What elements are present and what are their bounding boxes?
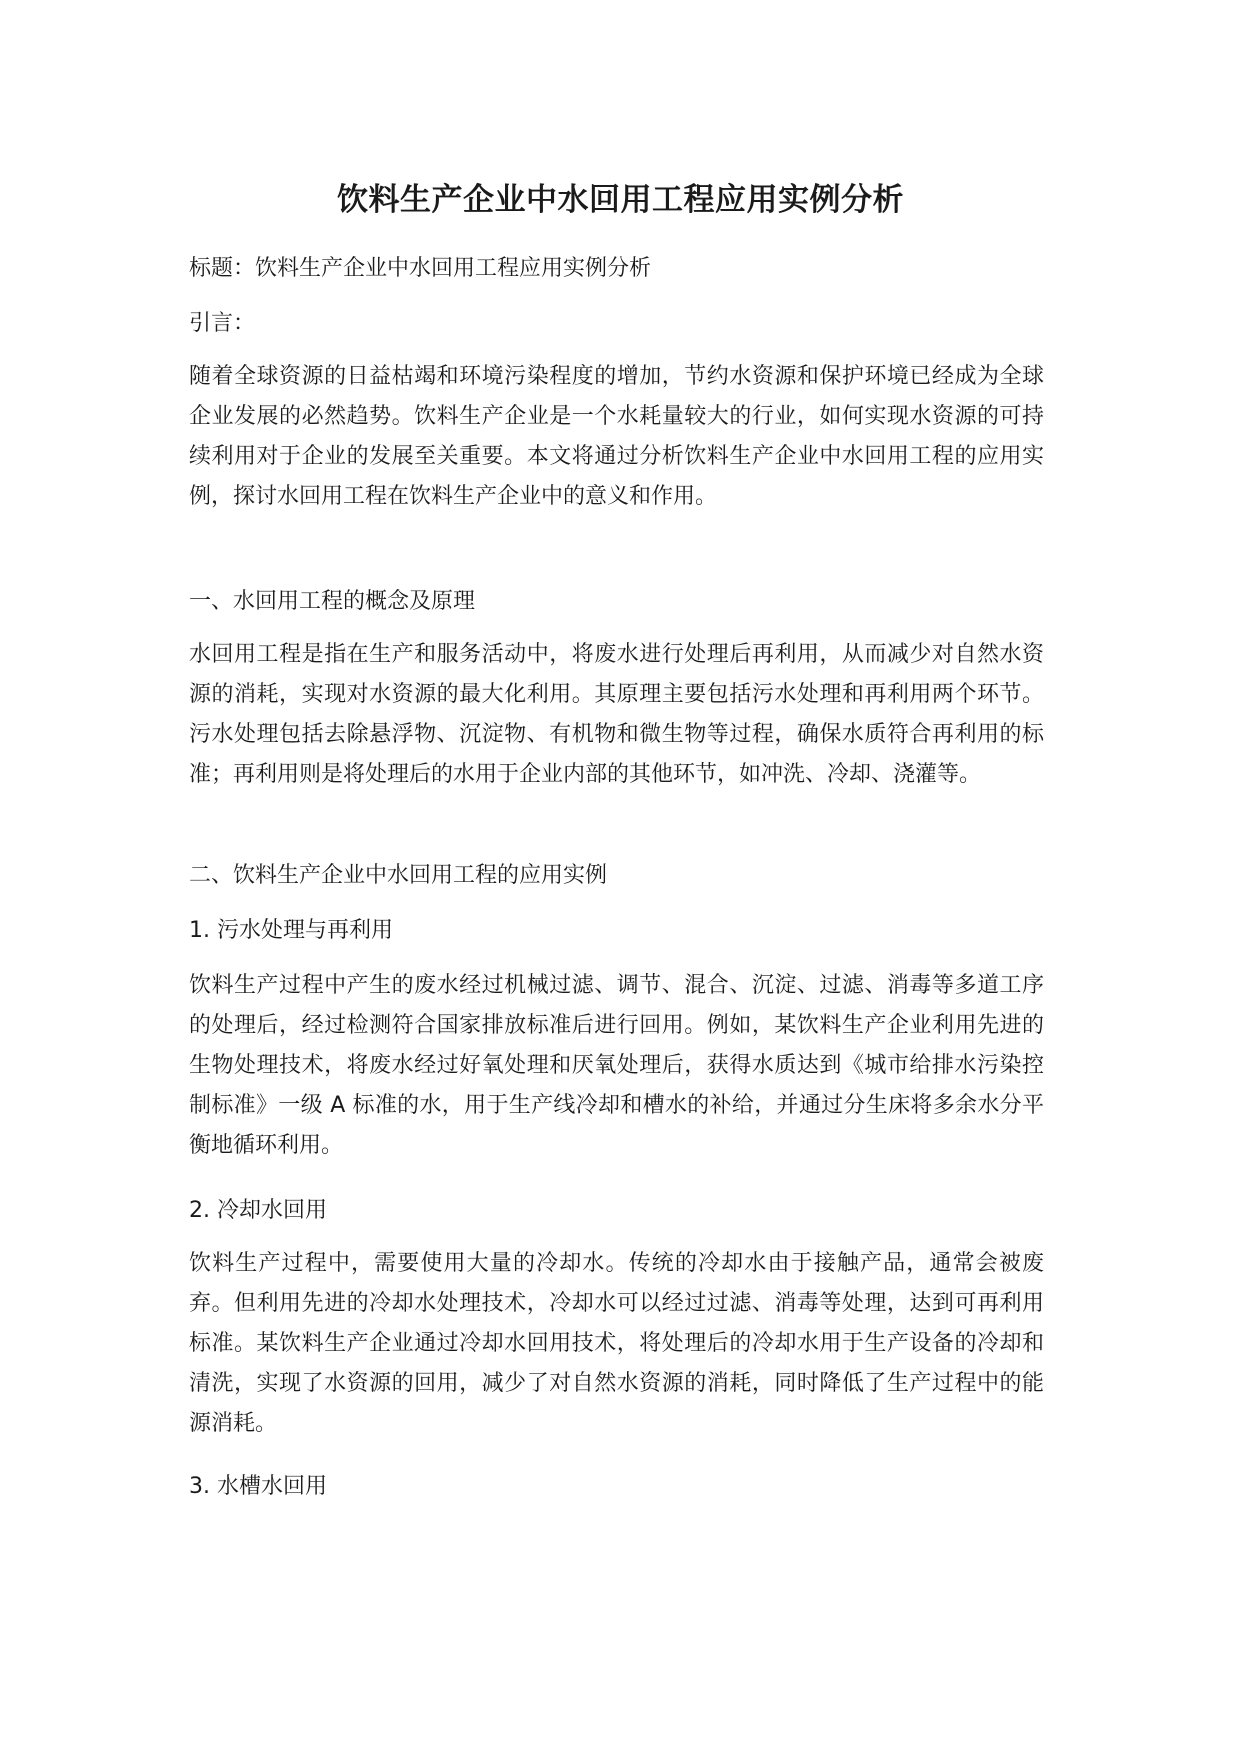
intro-heading: 引言： bbox=[189, 311, 256, 336]
document-title: 饮料生产企业中水回用工程应用实例分析 bbox=[337, 182, 904, 218]
section-1-paragraph: 水回用工程是指在生产和服务活动中，将废水进行处理后再利用，从而减少对自然水资源的消耗，实现对水资源的最大化利用。其原理主要包括污水处理和再利用两个环节。污水处理包括去除悬浮物、沉淀物、有机物和微生物等过程，确保水质符合再利用的标准；再利用则是将处理后的水用于企业内部的其他环节，如冲洗、冷却、浇灌等。 bbox=[189, 642, 1044, 787]
item-1-paragraph: 饮料生产过程中产生的废水经过机械过滤、调节、混合、沉淀、过滤、消毒等多道工序的处理后，经过检测符合国家排放标准后进行回用。例如，某饮料生产企业利用先进的生物处理技术，将废水经过好氧处理和厌氧处理后，获得水质达到《城市给排水污染控制标准》一级 A 标准的水，用于生产线冷却和槽水的补给，并通过分生床将多余水分平衡地循环利用。 bbox=[189, 973, 1044, 1158]
item-2-heading: 2. 冷却水回用 bbox=[189, 1198, 327, 1223]
subtitle-line: 标题：饮料生产企业中水回用工程应用实例分析 bbox=[189, 256, 652, 281]
intro-paragraph: 随着全球资源的日益枯竭和环境污染程度的增加，节约水资源和保护环境已经成为全球企业发展的必然趋势。饮料生产企业是一个水耗量较大的行业，如何实现水资源的可持续利用对于企业的发展至关重要。本文将通过分析饮料生产企业中水回用工程的应用实例，探讨水回用工程在饮料生产企业中的意义和作用。 bbox=[189, 364, 1044, 509]
item-3-heading: 3. 水槽水回用 bbox=[189, 1474, 327, 1499]
section-2-heading: 二、饮料生产企业中水回用工程的应用实例 bbox=[189, 863, 608, 888]
item-1-heading: 1. 污水处理与再利用 bbox=[189, 918, 393, 943]
section-1-heading: 一、水回用工程的概念及原理 bbox=[189, 589, 476, 614]
item-2-paragraph: 饮料生产过程中，需要使用大量的冷却水。传统的冷却水由于接触产品，通常会被废弃。但利用先进的冷却水处理技术，冷却水可以经过过滤、消毒等处理，达到可再利用标准。某饮料生产企业通过冷却水回用技术，将处理后的冷却水用于生产设备的冷却和清洗，实现了水资源的回用，减少了对自然水资源的消耗，同时降低了生产过程中的能源消耗。 bbox=[189, 1251, 1044, 1436]
